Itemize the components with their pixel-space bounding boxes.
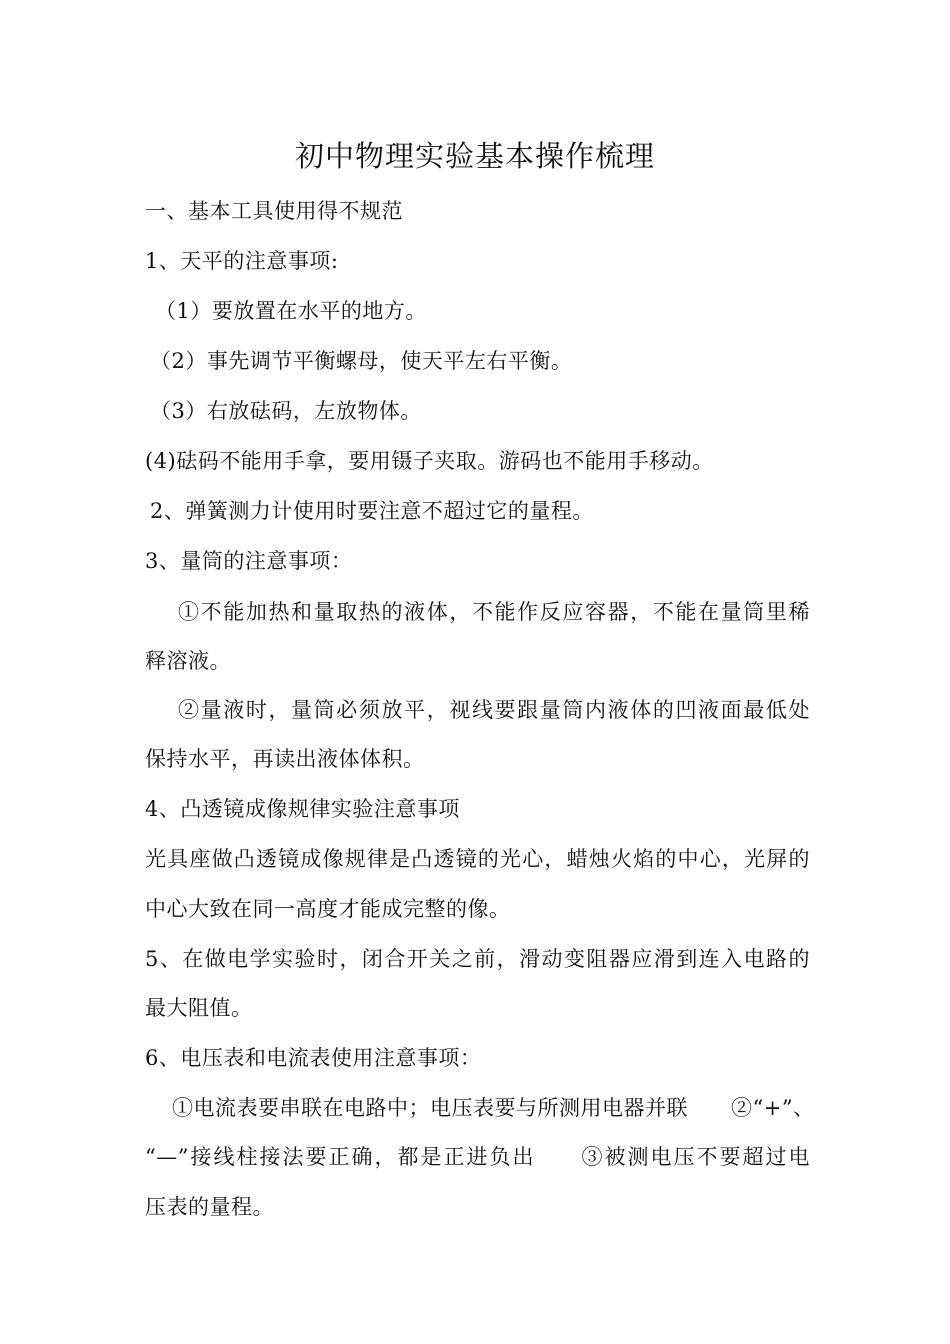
document-title: 初中物理实验基本操作梳理 (294, 139, 655, 173)
section-heading: 一、基本工具使用得不规范 (145, 199, 403, 223)
paragraph-line: 光具座做凸透镜成像规律是凸透镜的光心，蜡烛火焰的中心，光屏的 (145, 847, 810, 871)
paragraph-line: 最大阻值。 (145, 996, 253, 1020)
item-heading: 6、电压表和电流表使用注意事项： (145, 1046, 482, 1070)
item-heading: 2、弹簧测力计使用时要注意不超过它的量程。 (150, 499, 594, 523)
paragraph-line: ①电流表要串联在电路中；电压表要与所测用电器并联 ②“+”、 (172, 1096, 815, 1120)
item-heading: 5、在做电学实验时，闭合开关之前，滑动变阻器应滑到连入电路的 (145, 947, 810, 971)
paragraph-line: 中心大致在同一高度才能成完整的像。 (145, 897, 511, 921)
paragraph-line: “—”接线柱接法要正确，都是正进负出 ③被测电压不要超过电 (145, 1145, 810, 1169)
paragraph-line: ①不能加热和量取热的液体，不能作反应容器，不能在量筒里稀 (178, 600, 810, 624)
paragraph-line: 释溶液。 (145, 649, 231, 673)
sub-item: （1）要放置在水平的地方。 (155, 299, 427, 323)
sub-item: （2）事先调节平衡螺母，使天平左右平衡。 (150, 349, 573, 373)
sub-item: (4)砝码不能用手拿，要用镊子夹取。游码也不能用手移动。 (145, 449, 714, 473)
item-heading: 1、天平的注意事项: (145, 249, 339, 273)
paragraph-line: ②量液时，量筒必须放平，视线要跟量筒内液体的凹液面最低处 (178, 698, 810, 722)
paragraph-line: 压表的量程。 (145, 1195, 274, 1219)
sub-item: （3）右放砝码，左放物体。 (150, 399, 422, 423)
item-heading: 3、量筒的注意事项： (145, 549, 353, 573)
paragraph-line: 保持水平，再读出液体体积。 (145, 747, 425, 771)
item-heading: 4、凸透镜成像规律实验注意事项 (145, 797, 460, 821)
